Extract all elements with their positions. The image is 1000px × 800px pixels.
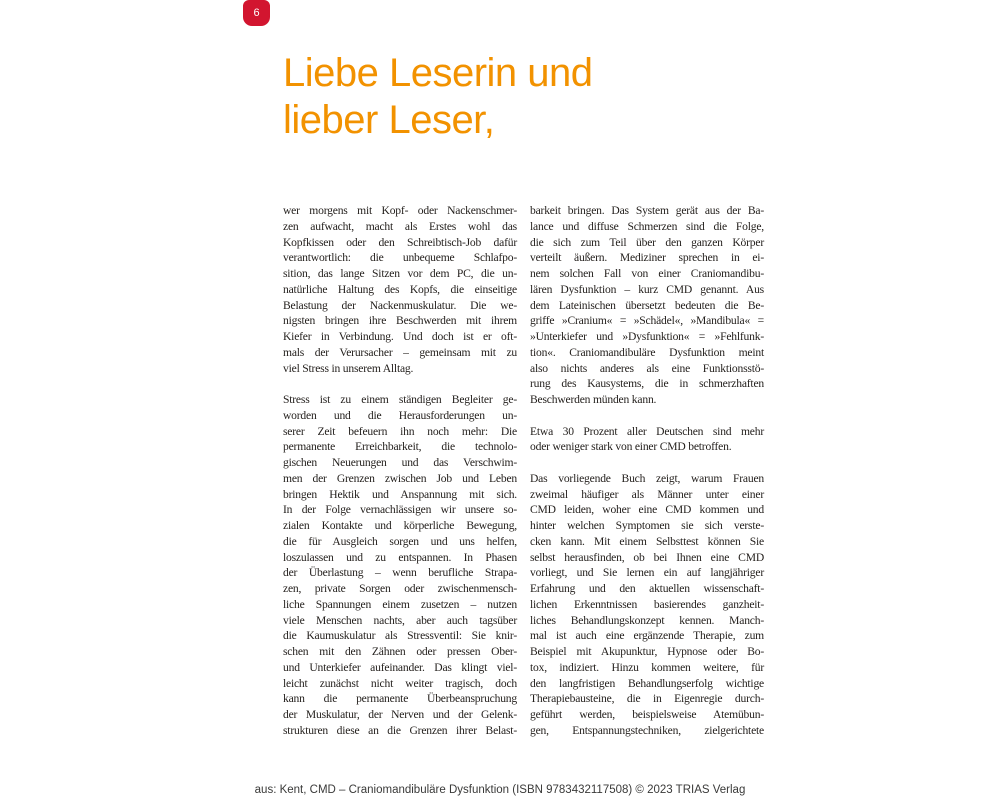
text-line: »Unterkiefer und »Dysfunktion« = »Fehlfunk- (530, 330, 764, 343)
text-line: tox, indiziert. Hinzu kommen weitere, für (530, 660, 764, 674)
text-line: Belastung der Nackenmuskulatur. Die we- (283, 298, 517, 312)
text-line: zweimal häufiger als Männer unter einer (530, 487, 764, 501)
text-line: die Kaumuskulatur als Stressventil: Sie knir- (283, 629, 517, 643)
text-line: geführt werden, beispielsweise Atemübun- (530, 708, 764, 721)
text-line: In der Folge vernachlässigen wir unsere so- (283, 503, 517, 517)
right-text-column (530, 203, 764, 739)
paragraph (530, 203, 764, 408)
text-line: Therapiebausteine, die in Eigenregie durch- (530, 692, 764, 706)
text-line: sition, das lange Sitzen vor dem PC, die un- (283, 267, 517, 280)
text-line: selbst herausfinden, ob bei Ihnen eine CMD (530, 550, 764, 564)
text-line: zialen Kontakte und körperliche Bewegung, (283, 519, 517, 532)
text-line: gischen Neuerungen und das Verschwim- (283, 456, 517, 469)
text-line: liche Spannungen einem zusetzen – nutzen (283, 597, 517, 611)
paragraph (530, 471, 764, 739)
page-title-line-1: Liebe Leserin und (283, 51, 593, 95)
text-line: mal ist auch eine ergänzende Therapie, zum (530, 629, 764, 643)
paragraph (530, 424, 764, 456)
text-line: nigsten bringen ihre Beschwerden mit ihrem (283, 314, 517, 328)
text-line: Das vorliegende Buch zeigt, warum Frauen (530, 471, 764, 485)
text-line: cken kann. Mit einem Selbsttest können Sie (530, 534, 764, 548)
text-line: die sich zum Teil über den ganzen Körper (530, 235, 764, 249)
text-line: barkeit bringen. Das System gerät aus der Ba- (530, 204, 764, 217)
text-line: lären Dysfunktion – kurz CMD genannt. Aus (530, 282, 764, 296)
text-line: liches Behandlungskonzept kennen. Manch- (530, 613, 764, 627)
text-line: viel Stress in unserem Alltag. (283, 361, 414, 375)
body-text (283, 203, 764, 739)
text-line: oder weniger stark von einer CMD betroffen. (530, 440, 732, 454)
text-line: dem Lateinischen übersetzt bedeuten die Be- (530, 298, 764, 312)
text-line: schen mit den Zähnen oder pressen Ober- (283, 645, 517, 658)
text-line: gen, Entspannungstechniken, zielgerichtete (530, 723, 764, 737)
text-line: rung des Kausystems, die in schmerzhaften (530, 377, 764, 391)
text-line: tion«. Craniomandibuläre Dysfunktion meint (530, 345, 764, 359)
text-line: und Unterkiefer aufeinander. Das klingt viel- (283, 660, 517, 674)
text-line: vorliegt, und Sie lernen ein auf langjähriger (530, 566, 764, 580)
text-line: der Überlastung – wenn berufliche Strapa- (283, 566, 517, 580)
text-line: der Muskulatur, der Nerven und der Gelenk- (283, 708, 517, 721)
text-line: Erfahrung und den aktuellen wissenschaft- (530, 582, 764, 595)
text-line: leicht zunächst nicht weiter tragisch, doch (283, 676, 517, 690)
text-line: bringen Hektik und Anspannung mit sich. (283, 487, 517, 501)
page-number: 6 (253, 7, 260, 19)
text-line: zen, private Sorgen oder zwischenmensch- (283, 582, 517, 595)
paragraph (283, 203, 517, 376)
page-title-line-2: lieber Leser, (283, 98, 495, 142)
text-line: viele Menschen nachts, aber auch tagsüber (283, 613, 517, 627)
text-line: wer morgens mit Kopf- oder Nackenschmer- (283, 204, 517, 217)
text-line: Beschwerden münden kann. (530, 393, 657, 406)
text-line: Kopfkissen oder den Schreibtisch-Job dafür (283, 235, 517, 249)
text-line: Beispiel mit Akupunktur, Hypnose oder Bo- (530, 645, 764, 658)
text-line: verteilt äußern. Mediziner sprechen in ei- (530, 251, 764, 265)
source-credit-line: aus: Kent, CMD – Craniomandibuläre Dysfunktion (ISBN 9783432117508) © 2023 TRIAS Verlag (254, 784, 746, 796)
text-line: Kiefer in Verbindung. Und doch ist er oft- (283, 330, 517, 343)
text-line: griffe »Cranium« = »Schädel«, »Mandibula« = (530, 314, 764, 328)
text-line: strukturen diese an die Grenzen ihrer Belast- (283, 723, 517, 737)
text-line: CMD leiden, woher eine CMD kommen und (530, 503, 764, 517)
text-line: nem solchen Fall von einer Craniomandibu- (530, 267, 764, 280)
text-line: natürliche Haltung des Kopfs, die einseitige (283, 282, 517, 296)
page-title (283, 50, 593, 144)
text-line: permanente Erreichbarkeit, die technolo- (283, 440, 517, 454)
text-line: lance und diffuse Schmerzen sind die Folge, (530, 219, 764, 233)
text-line: die für Ausgleich sorgen und uns helfen, (283, 534, 517, 548)
text-line: also nichts anderes als eine Funktionsstö- (530, 361, 764, 375)
text-line: Stress ist zu einem ständigen Begleiter ge- (283, 393, 517, 406)
text-line: hinter welchen Symptomen sie sich verste- (530, 519, 764, 532)
left-text-column (283, 203, 517, 739)
text-line: den langfristigen Behandlungserfolg wichtige (530, 676, 764, 690)
text-line: lichen Erkenntnissen basierendes ganzheit- (530, 597, 764, 611)
text-line: worden und die Herausforderungen un- (283, 408, 517, 422)
text-line: zen aufwacht, macht als Erstes wohl das (283, 219, 517, 233)
text-line: verantwortlich: die unbequeme Schlafpo- (283, 251, 517, 265)
text-line: men der Grenzen zwischen Job und Leben (283, 471, 517, 485)
paragraph (283, 392, 517, 739)
text-line: mals der Verursacher – gemeinsam mit zu (283, 345, 517, 359)
text-line: Etwa 30 Prozent aller Deutschen sind mehr (530, 424, 764, 438)
text-line: serer Zeit befeuern ihn noch mehr: Die (283, 424, 517, 438)
text-line: kann die permanente Überbeanspruchung (283, 692, 517, 706)
page-number-badge (243, 0, 270, 26)
text-line: loszulassen und zu entspannen. In Phasen (283, 550, 517, 564)
